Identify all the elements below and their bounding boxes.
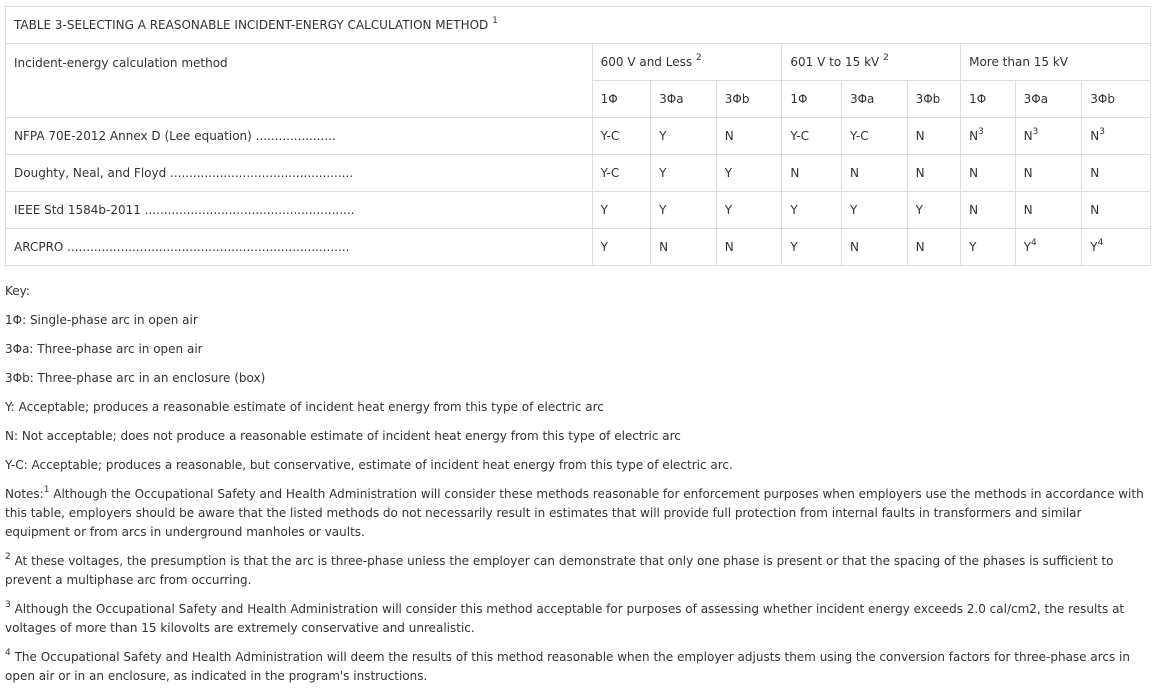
phase-subheader: 3Φb [907,81,961,118]
table-cell: N [1015,192,1082,229]
table-cell: Y [782,229,842,266]
table-cell: Y [592,229,651,266]
table-cell: Y [651,118,717,155]
note-text: Although the Occupational Safety and Health Administration will consider this method acceptable for purposes of assessing whether incident energy exceeds 2.0 cal/cm2, the results at voltages of more than 15 kilovolts are extremely conservative and unrealistic. [5,602,1125,635]
key-item: Y: Acceptable; produces a reasonable estimate of incident heat energy from this type of electric arc [5,400,604,414]
group-header-footnote: 2 [695,53,702,63]
table-row [6,155,1151,192]
phase-subheader: 3Φb [716,81,782,118]
phase-subheader: 3Φa [651,81,717,118]
table-cell: N [907,155,961,192]
table-cell: N [1082,155,1151,192]
key-item: 3Φa: Three-phase arc in open air [5,342,203,356]
phase-subheader: 3Φa [1015,81,1082,118]
table-cell: Y-C [592,155,651,192]
group-header-label: 601 V to 15 kV [790,55,880,69]
table-cell: $Y^4$ [1015,229,1082,266]
table-row [6,118,1151,155]
table-cell: N [716,229,782,266]
group-header-over-15kv [961,44,1151,81]
key-item: 3Φb: Three-phase arc in an enclosure (box) [5,371,266,385]
key-and-notes [5,282,1147,696]
note-item [5,485,1147,542]
note-number: 3 [5,600,11,610]
table-cell: Y [782,192,842,229]
table-cell: N [961,192,1016,229]
table-cell: N [716,118,782,155]
phase-subheader: 3Φb [1082,81,1151,118]
group-header-label: More than 15 kV [969,55,1068,69]
note-item [5,600,1147,638]
notes-label: Notes: [5,487,44,501]
table-cell: N [841,229,907,266]
group-header-footnote: 2 [883,53,889,63]
phase-subheader: 1Φ [961,81,1016,118]
table-cell: N [651,229,717,266]
key-label: Key: [5,284,30,298]
table-title-text: TABLE 3-SELECTING A REASONABLE INCIDENT-ENERGY CALCULATION METHOD [14,18,489,32]
method-name: ARCPRO .......................................................................... [6,229,593,266]
table-cell: $Y^4$ [1082,229,1151,266]
table-row [6,229,1151,266]
incident-energy-table [5,6,1151,266]
table-cell: N [907,118,961,155]
table-title-footnote: 1 [492,16,498,26]
group-header-15kv [782,44,961,81]
table-cell: Y-C [782,118,842,155]
table-row [6,192,1151,229]
note-number: 4 [5,648,11,658]
table-cell: Y [651,192,717,229]
table-cell: $N^3$ [961,118,1016,155]
table-cell: Y [907,192,961,229]
table-cell: N [1015,155,1082,192]
table-cell: Y [841,192,907,229]
table-cell: Y [651,155,717,192]
phase-subheader: 3Φa [841,81,907,118]
note-item [5,552,1147,590]
table-cell: $N^3$ [1015,118,1082,155]
table-cell: N [782,155,842,192]
note-number: 1 [43,485,50,495]
table-cell: $N^3$ [1082,118,1151,155]
note-text: Although the Occupational Safety and Health Administration will consider these methods reasonable for enforcement purposes when employers use the methods in accordance with this table, employers should be aware that the listed methods do not necessarily result in estimates that will provide full protection from internal faults in transformers and similar equipment or from arcs in underground manholes or vaults. [5,487,1144,539]
table-cell: N [907,229,961,266]
table-cell: N [1082,192,1151,229]
key-item: 1Φ: Single-phase arc in open air [5,313,198,327]
table-cell: N [841,155,907,192]
note-text: At these voltages, the presumption is that the arc is three-phase unless the employer can demonstrate that only one phase is present or that the spacing of the phases is sufficient to prevent a multiphase arc from occurring. [5,554,1114,587]
note-text: The Occupational Safety and Health Administration will deem the results of this method reasonable when the employer adjusts them using the conversion factors for three-phase arcs in open air or in an enclosure, as indicated in the program's instructions. [5,650,1130,683]
table-cell: Y [961,229,1016,266]
table-cell: Y [592,192,651,229]
table-title [6,7,1151,44]
method-name: NFPA 70E-2012 Annex D (Lee equation) ..................... [6,118,593,155]
method-name: Doughty, Neal, and Floyd ................................................ [6,155,593,192]
method-column-header: Incident-energy calculation method [6,44,593,118]
table-cell: N [961,155,1016,192]
method-name: IEEE Std 1584b-2011 ....................................................... [6,192,593,229]
key-item: N: Not acceptable; does not produce a reasonable estimate of incident heat energy from this type of electric arc [5,429,681,443]
key-item: Y-C: Acceptable; produces a reasonable, but conservative, estimate of incident heat energy from this type of electric arc. [5,458,733,472]
phase-subheader: 1Φ [592,81,651,118]
table-cell: Y-C [592,118,651,155]
table-cell: Y [716,155,782,192]
table-cell: Y-C [841,118,907,155]
note-item [5,648,1147,686]
table-cell: Y [716,192,782,229]
phase-subheader: 1Φ [782,81,842,118]
group-header-600v [592,44,782,81]
group-header-label: 600 V and Less [600,55,693,69]
note-number: 2 [5,552,11,562]
